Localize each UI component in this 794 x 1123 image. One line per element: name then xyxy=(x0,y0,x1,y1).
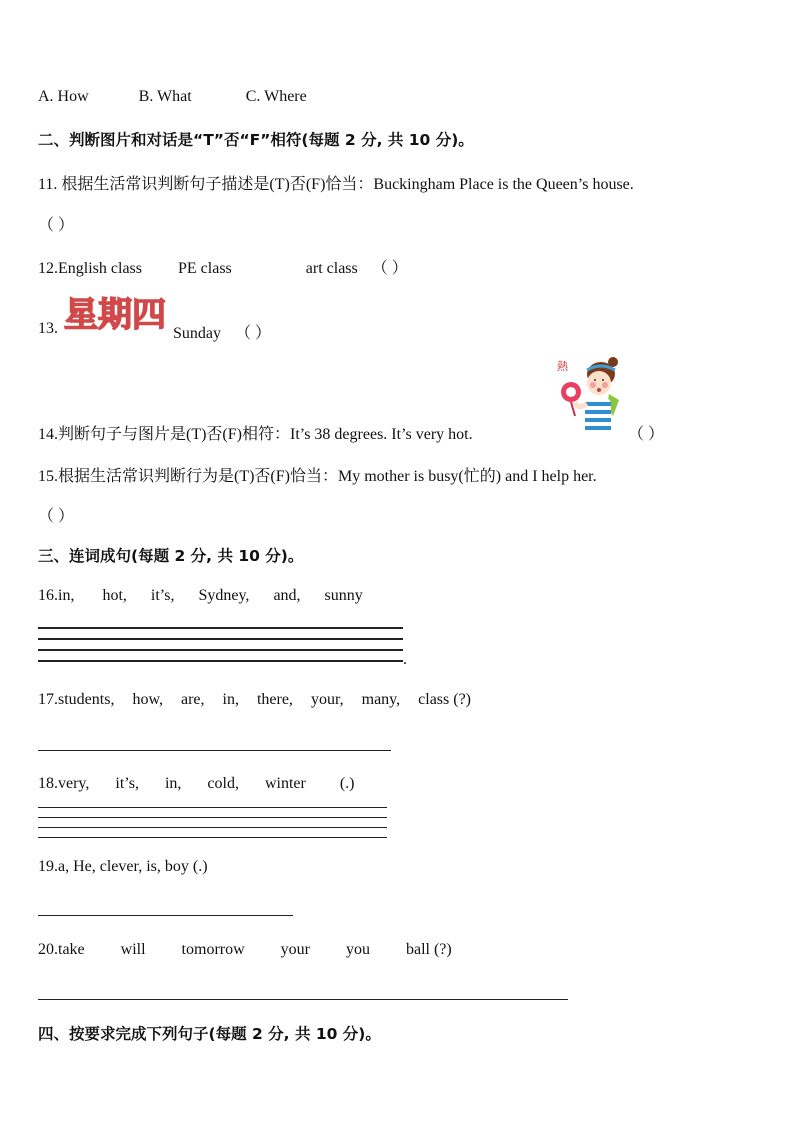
option-a: A. How xyxy=(38,88,89,105)
question-19: 19.a, He, clever, is, boy (.) xyxy=(38,858,208,875)
q20-word: your xyxy=(280,941,310,958)
q18-answer-line[interactable] xyxy=(38,807,387,808)
section3-heading: 三、连词成句(每题 2 分, 共 10 分)。 xyxy=(38,547,304,565)
hot-girl-image-text: 熱 xyxy=(557,360,568,373)
q18-word: cold, xyxy=(207,775,239,792)
q18-word: winter xyxy=(264,775,306,792)
hot-girl-image xyxy=(555,354,623,438)
q17-word: your, xyxy=(310,691,344,708)
q18-answer-line[interactable] xyxy=(38,817,387,818)
q17-word: are, xyxy=(180,691,205,708)
q16-number: 16. xyxy=(38,587,58,604)
q12-answer-paren[interactable]: （ ） xyxy=(371,260,408,277)
q18-answer-line[interactable] xyxy=(38,837,387,838)
question-12 xyxy=(38,255,408,278)
q20-word: take xyxy=(58,941,85,958)
q17-word: how, xyxy=(132,691,163,708)
section2-heading: 二、判断图片和对话是“T”否“F”相符(每题 2 分, 共 10 分)。 xyxy=(38,131,474,149)
q16-word: hot, xyxy=(102,587,127,604)
q17-word: in, xyxy=(222,691,239,708)
q15-answer-paren[interactable]: （ ） xyxy=(38,508,75,525)
question-11: 11. 根据生活常识判断句子描述是(T)否(F)恰当：Buckingham Place is the Queen’s house. xyxy=(38,176,634,193)
option-b: B. What xyxy=(138,88,192,105)
q16-period: . xyxy=(403,651,407,668)
q20-number: 20. xyxy=(38,941,58,958)
q17-word: many, xyxy=(361,691,401,708)
q16-answer-line[interactable] xyxy=(38,649,403,651)
q17-answer-line[interactable] xyxy=(38,750,391,751)
q20-word: you xyxy=(345,941,370,958)
q13-answer-paren[interactable]: （ ） xyxy=(235,325,272,342)
q16-answer-line[interactable] xyxy=(38,660,403,662)
q10-options xyxy=(38,88,307,106)
q16-word: and, xyxy=(273,587,301,604)
question-18 xyxy=(38,775,354,793)
q11-answer-paren[interactable]: （ ） xyxy=(38,217,75,234)
q13-content xyxy=(173,320,271,343)
question-14: 14.判断句子与图片是(T)否(F)相符：It’s 38 degrees. It’s very hot. xyxy=(38,426,473,443)
q18-word: it’s, xyxy=(115,775,139,792)
q17-number: 17. xyxy=(38,691,58,708)
option-c: C. Where xyxy=(245,88,307,105)
q18-word: in, xyxy=(164,775,182,792)
q17-word: there, xyxy=(256,691,293,708)
q12-item-english: English class xyxy=(58,260,142,277)
q16-word: in, xyxy=(58,587,75,604)
q14-answer-paren[interactable]: （ ） xyxy=(628,426,665,443)
q16-word: sunny xyxy=(324,587,363,604)
q18-answer-line[interactable] xyxy=(38,827,387,828)
question-15: 15.根据生活常识判断行为是(T)否(F)恰当：My mother is busy(忙的) and I help her. xyxy=(38,468,597,485)
q18-word: (.) xyxy=(339,775,355,792)
thursday-image-text: 星期四 xyxy=(64,295,166,334)
q18-number: 18. xyxy=(38,775,58,792)
question-20 xyxy=(38,941,452,959)
q16-answer-line[interactable] xyxy=(38,627,403,629)
q12-item-art: art class xyxy=(305,260,358,277)
q20-word: tomorrow xyxy=(181,941,245,958)
q20-word: will xyxy=(120,941,146,958)
q16-word: it’s, xyxy=(150,587,175,604)
section4-heading: 四、按要求完成下列句子(每题 2 分, 共 10 分)。 xyxy=(38,1025,381,1043)
q13-number: 13. xyxy=(38,320,58,337)
q18-word: very, xyxy=(58,775,90,792)
q16-answer-line[interactable] xyxy=(38,638,403,640)
q12-number: 12. xyxy=(38,260,58,277)
q16-word: Sydney, xyxy=(198,587,250,604)
q17-word: class (?) xyxy=(418,691,471,708)
thursday-image xyxy=(62,290,167,334)
q12-item-pe: PE class xyxy=(178,260,232,277)
q13-word: Sunday xyxy=(173,325,221,342)
q20-word: ball (?) xyxy=(405,941,452,958)
q19-answer-line[interactable] xyxy=(38,915,293,916)
q17-word: students, xyxy=(58,691,115,708)
question-17 xyxy=(38,691,471,709)
q20-answer-line[interactable] xyxy=(38,999,568,1000)
question-16 xyxy=(38,587,363,605)
